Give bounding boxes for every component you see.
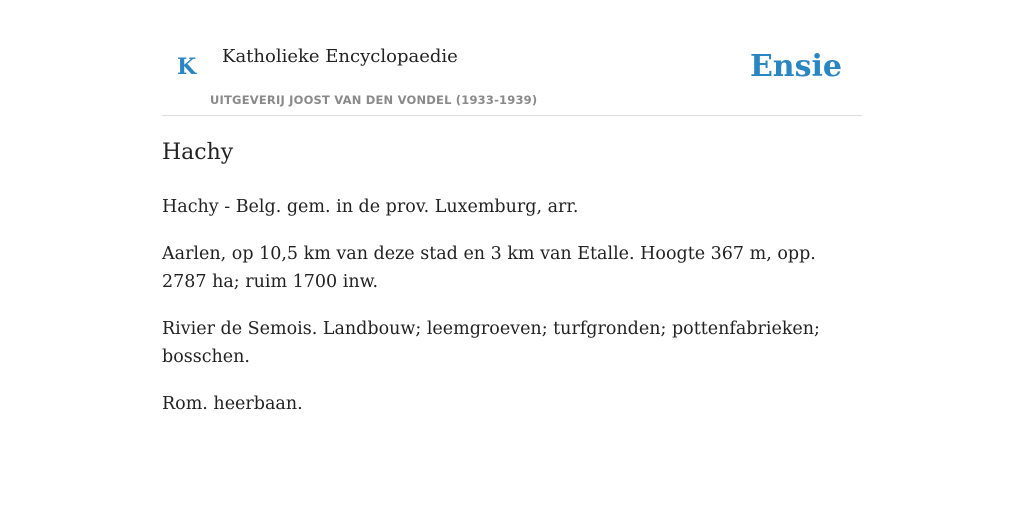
article-body <box>162 193 862 437</box>
article-title: Hachy <box>162 140 234 165</box>
page <box>162 0 862 414</box>
article-paragraph: Rom. heerbaan. <box>162 394 303 414</box>
ensie-logo-link[interactable]: Ensie <box>749 49 842 84</box>
site-header <box>162 0 862 116</box>
article-paragraph: Rivier de Semois. Landbouw; leemgroeven; turfgronden; pottenfabrieken; bosschen. <box>162 319 820 367</box>
article-paragraph: Aarlen, op 10,5 km van deze stad en 3 km van Etalle. Hoogte 367 m, opp. 2787 ha; ruim 1700 inw. <box>162 244 816 292</box>
encyclopedia-logo-icon[interactable]: K <box>177 54 197 80</box>
article-paragraph: Hachy - Belg. gem. in de prov. Luxemburg, arr. <box>162 197 579 217</box>
encyclopedia-title-link[interactable]: Katholieke Encyclopaedie <box>222 46 458 67</box>
publisher-subtitle: UITGEVERIJ JOOST VAN DEN VONDEL (1933-1939) <box>210 93 538 107</box>
